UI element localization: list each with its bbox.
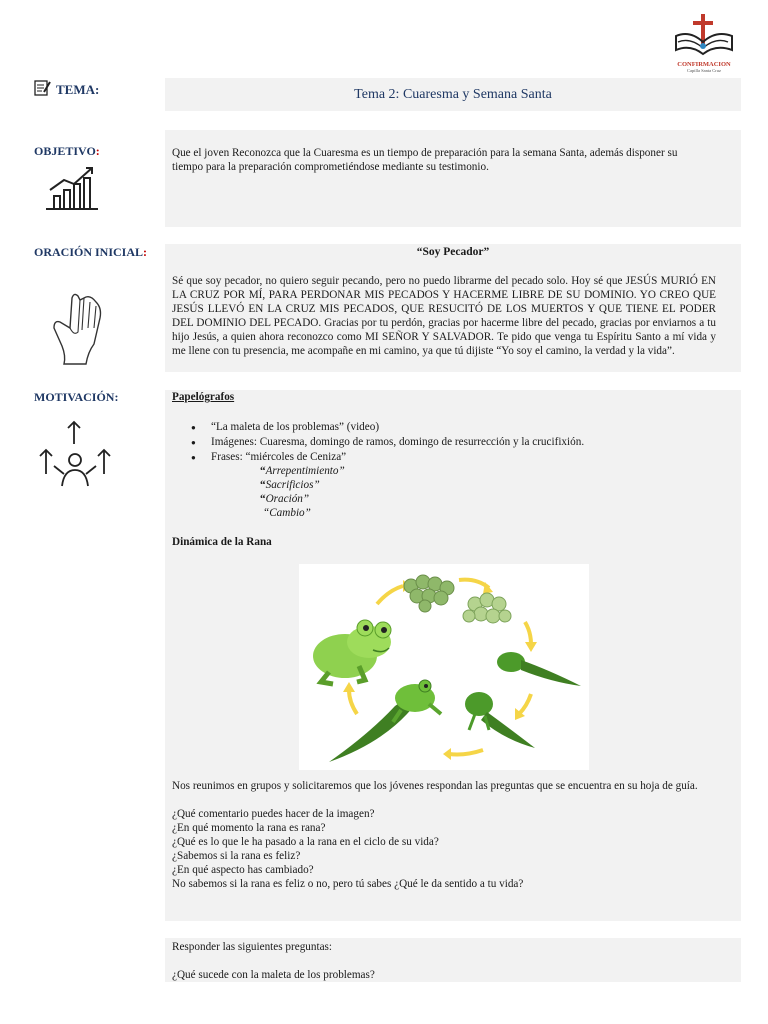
oracion-label: ORACIÓN INICIAL: bbox=[34, 245, 148, 259]
cross-book-icon bbox=[672, 12, 736, 60]
preguntas-box bbox=[165, 938, 741, 982]
objetivo-label: OBJETIVO: bbox=[34, 144, 100, 158]
frog-life-cycle-image bbox=[299, 564, 589, 770]
tema-label: TEMA: bbox=[56, 82, 100, 97]
oracion-text: Sé que soy pecador, no quiero seguir pecando, pero no puedo librarme del pecado solo. Hoy sé que JESÚS MURIÓ EN LA CRUZ POR MÍ, PARA PERDONAR MIS PECADOS Y HACERME LIBRE DE SU DOMINIO. YO CREO QUE JESÚS LLEVÓ EN LA CRUZ MIS PECADOS, QUE RESUCITÓ DE LOS MUERTOS Y QUE TIENE EL PODER DEL DOMINIO DEL PECADO. Gracias por tu perdón, gracias por hacerme libre del pecado, gracias por enviarnos a tu hijo Jesús, a quien ahora reconozco como MI SEÑOR Y SALVADOR. Te pido que venga tu Espíritu Santo a mí vida y me llene con tu presencia, me acompañe en mi camino, ya que tú dijiste “Yo soy el camino, la verdad y la vida”. bbox=[172, 275, 716, 357]
question-item: ¿En qué momento la rana es rana? bbox=[172, 822, 326, 834]
frase-item: “Cambio” bbox=[263, 507, 311, 519]
motivacion-label: MOTIVACIÓN: bbox=[34, 390, 119, 404]
question-item: ¿Qué es lo que le ha pasado a la rana en el ciclo de su vida? bbox=[172, 836, 439, 848]
list-item: ● “La maleta de los problemas” (video) bbox=[187, 420, 727, 435]
logo-text: CONFIRMACION bbox=[677, 61, 731, 68]
motivacion-bullets bbox=[187, 420, 727, 465]
praying-hands-icon bbox=[44, 288, 112, 368]
logo-subtitle: Capilla Santa Cruz bbox=[687, 68, 721, 73]
dinamica-paragraph: Nos reunimos en grupos y solicitaremos que los jóvenes respondan las preguntas que se encuentra en su hoja de guía. bbox=[172, 780, 698, 792]
frase-item: “Sacrificios” bbox=[260, 479, 320, 491]
confirmacion-logo bbox=[672, 12, 736, 73]
frase-item: “Arrepentimiento” bbox=[260, 465, 345, 477]
question-item: ¿En qué aspecto has cambiado? bbox=[172, 864, 314, 876]
tema-label-group bbox=[34, 80, 99, 99]
growth-chart-icon bbox=[44, 164, 100, 212]
tema-title: Tema 2: Cuaresma y Semana Santa bbox=[354, 87, 552, 102]
frases-list bbox=[172, 464, 572, 520]
motivacion-box bbox=[165, 390, 741, 921]
objetivo-box bbox=[165, 130, 741, 227]
notebook-pen-icon bbox=[34, 80, 52, 96]
oracion-title: “Soy Pecador” bbox=[416, 246, 490, 258]
tema-box bbox=[165, 78, 741, 111]
person-arrows-icon bbox=[38, 420, 116, 488]
dinamica-heading: Dinámica de la Rana bbox=[172, 536, 272, 548]
papelografos-heading: Papelógrafos bbox=[172, 391, 235, 403]
objetivo-text: Que el joven Reconozca que la Cuaresma es un tiempo de preparación para la semana Santa, además disponer su tiempo para la preparación comprometiéndose mediante su testimonio. bbox=[172, 147, 678, 173]
oracion-box bbox=[165, 244, 741, 372]
preguntas-intro: Responder las siguientes preguntas: bbox=[172, 941, 333, 953]
question-item: No sabemos si la rana es feliz o no, pero tú sabes ¿Qué le da sentido a tu vida? bbox=[172, 878, 524, 890]
dinamica-questions bbox=[172, 807, 732, 891]
list-item: ● Imágenes: Cuaresma, domingo de ramos, domingo de resurrección y la crucifixión. bbox=[187, 435, 727, 450]
list-item: ● Frases: “miércoles de Ceniza” bbox=[187, 450, 727, 465]
question-item: ¿Sabemos si la rana es feliz? bbox=[172, 850, 301, 862]
frase-item: “Oración” bbox=[260, 493, 310, 505]
question-item: ¿Qué comentario puedes hacer de la imagen? bbox=[172, 808, 375, 820]
preguntas-question: ¿Qué sucede con la maleta de los problemas? bbox=[172, 969, 375, 981]
